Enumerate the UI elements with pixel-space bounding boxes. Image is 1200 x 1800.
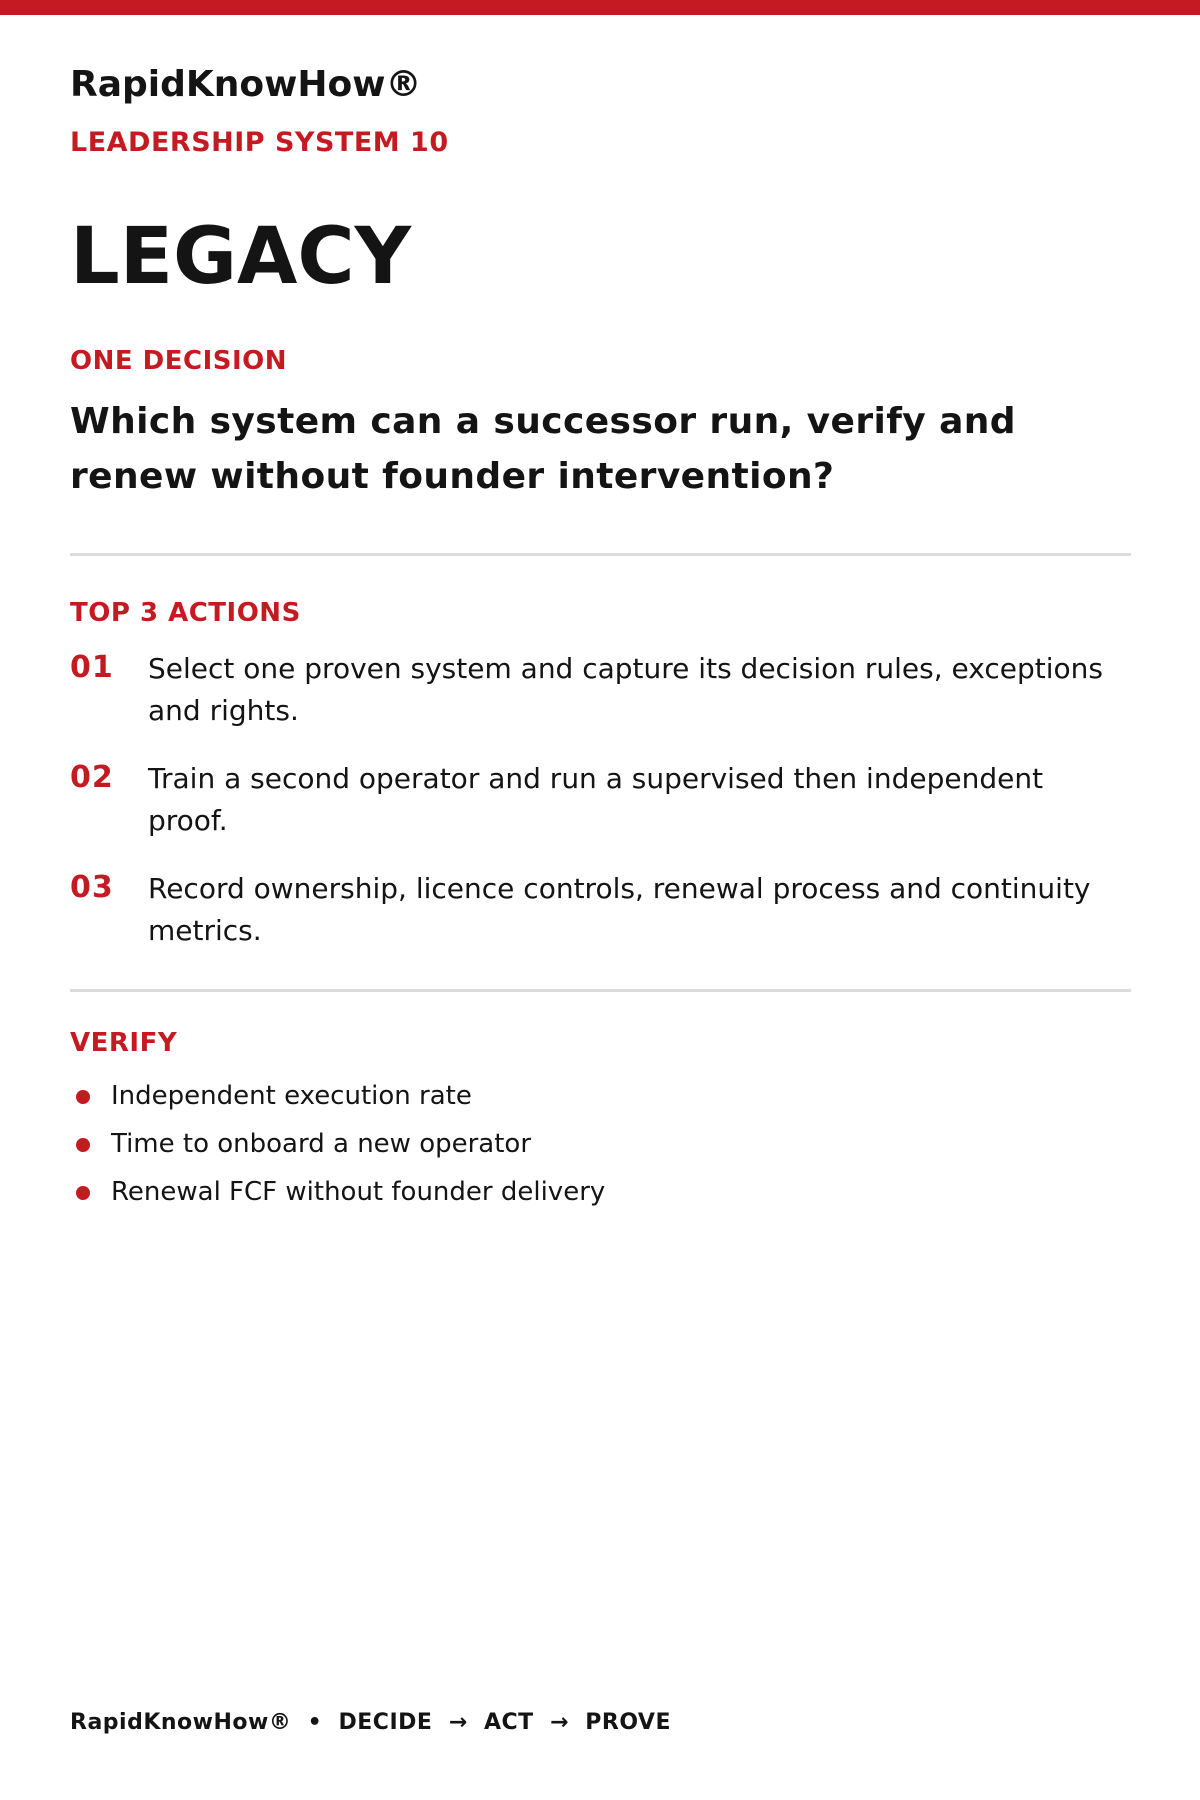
verify-item — [70, 1126, 1131, 1174]
verify-text: Time to onboard a new operator — [111, 1129, 532, 1159]
section-divider — [70, 989, 1131, 992]
verify-item — [70, 1174, 1131, 1222]
action-item — [70, 868, 1131, 978]
action-number: 03 — [70, 870, 114, 905]
verify-text: Renewal FCF without founder delivery — [111, 1177, 606, 1207]
action-item — [70, 758, 1131, 868]
action-number: 02 — [70, 760, 114, 795]
system-label: LEADERSHIP SYSTEM 10 — [70, 127, 449, 158]
action-item — [70, 648, 1131, 758]
bullet-icon — [76, 1186, 90, 1200]
bullet-icon — [76, 1090, 90, 1104]
actions-list — [70, 648, 1131, 978]
page-title: LEGACY — [70, 212, 412, 302]
section-divider — [70, 553, 1131, 556]
decision-question: Which system can a successor run, verify and renew without founder intervention? — [70, 401, 1016, 497]
actions-label: TOP 3 ACTIONS — [70, 598, 301, 628]
top-accent-bar — [0, 0, 1200, 15]
action-text: Train a second operator and run a supervised then independent proof. — [148, 762, 1044, 837]
action-number: 01 — [70, 650, 114, 685]
action-text: Select one proven system and capture its decision rules, exceptions and rights. — [148, 652, 1103, 727]
bullet-icon — [76, 1138, 90, 1152]
verify-list — [70, 1078, 1131, 1222]
decision-label: ONE DECISION — [70, 346, 288, 376]
footer-tagline: RapidKnowHow® • DECIDE → ACT → PROVE — [70, 1710, 671, 1735]
brand-name: RapidKnowHow® — [70, 64, 422, 105]
action-text: Record ownership, licence controls, renewal process and continuity metrics. — [148, 872, 1091, 947]
verify-text: Independent execution rate — [111, 1081, 472, 1111]
verify-label: VERIFY — [70, 1028, 178, 1058]
verify-item — [70, 1078, 1131, 1126]
